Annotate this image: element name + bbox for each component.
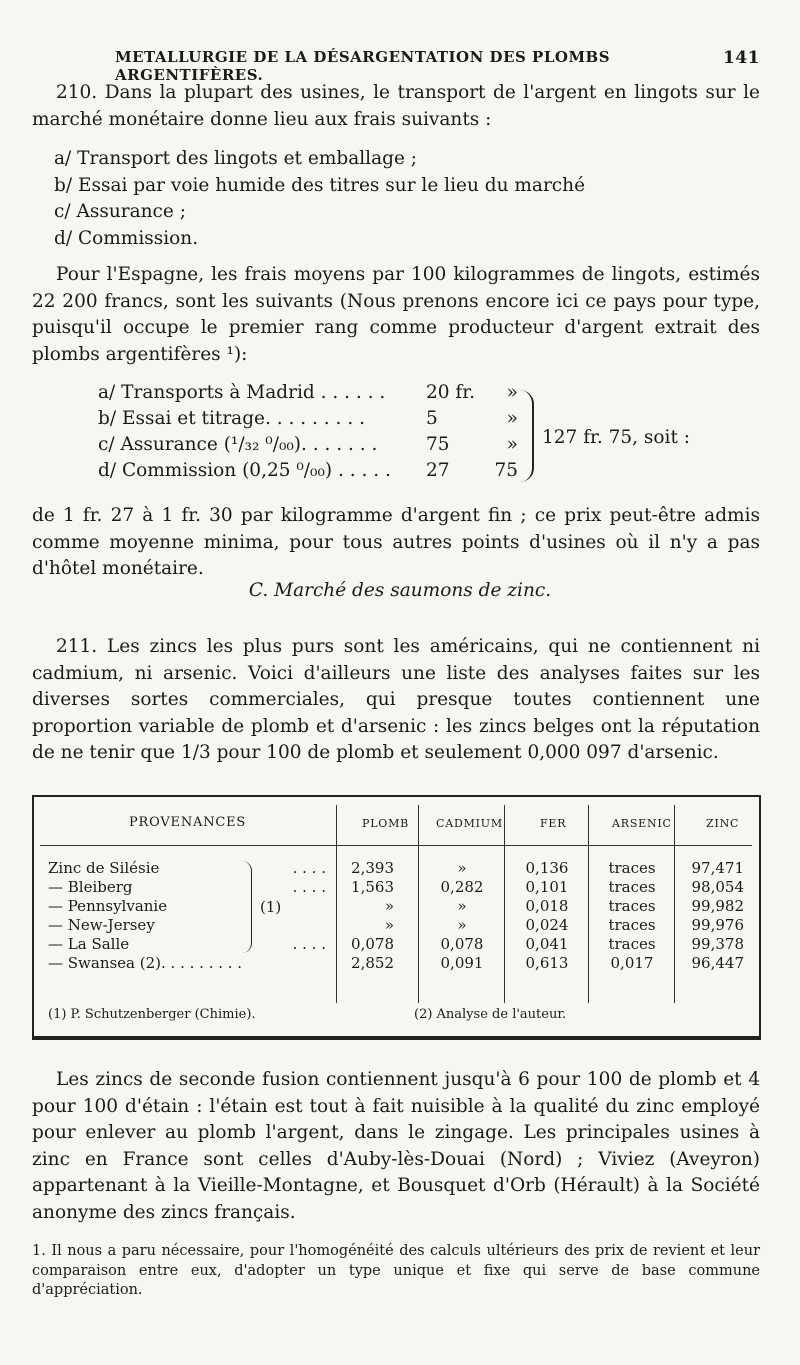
zinc-cell: 99,982 xyxy=(691,897,744,915)
provenance-cell: Zinc de Silésie xyxy=(48,859,160,877)
cost-brace xyxy=(516,390,534,482)
cost-cents: » xyxy=(506,434,518,455)
cost-label: c/ Assurance (¹/₃₂ ⁰/₀₀). . . . . . . xyxy=(98,434,378,455)
table-note-2: (2) Analyse de l'auteur. xyxy=(414,1007,567,1022)
cost-francs: 27 xyxy=(426,460,450,481)
plomb-cell: 1,563 xyxy=(351,878,394,896)
zinc-analysis-table xyxy=(32,795,761,1040)
col-header-cadmium: CADMIUM xyxy=(436,817,503,830)
column-divider xyxy=(504,805,505,1003)
fer-cell: 0,101 xyxy=(525,878,569,896)
zinc-cell: 97,471 xyxy=(691,859,744,877)
footnote: 1. Il nous a paru nécessaire, pour l'homogénéité des calculs ultérieurs des prix de revient et leur comparaison entre eux, d'adopter un type unique et fixe qui serve de base commune d'appréciation. xyxy=(32,1243,760,1298)
arsenic-cell: traces xyxy=(608,859,656,877)
fer-cell: 0,136 xyxy=(525,859,569,877)
fer-cell: 0,024 xyxy=(525,916,569,934)
list-item: b/ Essai par voie humide des titres sur le lieu du marché xyxy=(54,174,586,196)
cost-cents: » xyxy=(506,382,518,403)
column-divider xyxy=(674,805,675,1003)
running-title: METALLURGIE DE LA DÉSARGENTATION DES PLOMBS ARGENTIFÈRES. xyxy=(115,48,611,84)
arsenic-cell: traces xyxy=(608,935,656,953)
col-header-fer: FER xyxy=(540,817,567,830)
provenance-cell: — New-Jersey xyxy=(48,916,155,934)
zinc-cell: 98,054 xyxy=(691,878,744,896)
cadmium-cell: 0,078 xyxy=(440,935,484,953)
fer-cell: 0,018 xyxy=(525,897,569,915)
col-header-provenances: PROVENANCES xyxy=(129,815,247,830)
section-210-intro: 210. Dans la plupart des usines, le transport de l'argent en lingots sur le marché monétaire donne lieu aux frais suivants : xyxy=(32,82,760,130)
plomb-cell: » xyxy=(384,897,394,915)
cost-francs: 5 xyxy=(426,408,438,429)
zinc-cell: 96,447 xyxy=(691,954,744,972)
zinc-cell: 99,378 xyxy=(691,935,744,953)
closing-paragraph: Les zincs de seconde fusion contiennent jusqu'à 6 pour 100 de plomb et 4 pour 100 d'étain : l'étain est tout à fait nuisible à la qualité du zinc employé pour enlever au plomb l'argent, dans le zingage. Les principales usines à zinc en France sont celles d'Auby-lès-Douai (Nord) ; Viviez (Aveyron) appartenant à la Vieille-Montagne, et Bousquet d'Orb (Hérault) à la Société anonyme des zincs français. xyxy=(32,1069,760,1223)
section-211-paragraph: 211. Les zincs les plus purs sont les américains, qui ne contiennent ni cadmium, ni arsenic. Voici d'ailleurs une liste des analyses faites sur les diverses sortes commerciales, qui presque toutes contiennent une proportion variable de plomb et d'arsenic : les zincs belges ont la réputation de ne tenir que 1/3 pour 100 de plomb et seulement 0,000 097 d'arsenic. xyxy=(32,636,760,763)
header-rule xyxy=(40,845,752,846)
cost-total: 127 fr. 75, soit : xyxy=(542,427,691,448)
running-header xyxy=(115,48,760,84)
reference-brace xyxy=(239,861,252,953)
page-number: 141 xyxy=(723,48,760,68)
cadmium-cell: » xyxy=(457,897,467,915)
cadmium-cell: 0,091 xyxy=(440,954,484,972)
provenance-cell: — La Salle xyxy=(48,935,130,953)
spain-paragraph: Pour l'Espagne, les frais moyens par 100 kilogrammes de lingots, estimés 22 200 francs, sont les suivants (Nous prenons encore ici ce pays pour type, puisqu'il occupe le premier rang comme producteur d'argent extrait des plombs argentifères ¹): xyxy=(32,264,760,365)
fer-cell: 0,613 xyxy=(525,954,569,972)
cost-cents: 75 xyxy=(494,460,518,481)
list-item: d/ Commission. xyxy=(54,227,199,249)
zinc-cell: 99,976 xyxy=(691,916,744,934)
dots-cell: . . . . xyxy=(292,859,326,877)
arsenic-cell: traces xyxy=(608,916,656,934)
provenance-cell: — Pennsylvanie xyxy=(48,897,168,915)
cost-cents: » xyxy=(506,408,518,429)
list-item: a/ Transport des lingots et emballage ; xyxy=(54,148,417,169)
provenance-cell: — Bleiberg xyxy=(48,878,133,896)
cost-francs: 20 fr. xyxy=(426,382,475,403)
cadmium-cell: » xyxy=(457,916,467,934)
plomb-cell: 0,078 xyxy=(351,935,394,953)
col-header-arsenic: ARSENIC xyxy=(612,817,672,830)
cost-label: a/ Transports à Madrid . . . . . . xyxy=(98,382,386,403)
cadmium-cell: 0,282 xyxy=(440,878,484,896)
column-divider xyxy=(588,805,589,1003)
cost-label: b/ Essai et titrage. . . . . . . . . xyxy=(98,408,365,429)
dots-cell: . . . . xyxy=(292,878,326,896)
reference-marker: (1) xyxy=(260,898,282,916)
table-note-1: (1) P. Schutzenberger (Chimie). xyxy=(48,1007,256,1022)
provenance-cell: — Swansea (2). . . . . . . . . xyxy=(48,954,243,972)
cadmium-cell: » xyxy=(457,859,467,877)
subheading: C. Marché des saumons de zinc. xyxy=(248,580,552,601)
arsenic-cell: traces xyxy=(608,878,656,896)
cost-francs: 75 xyxy=(426,434,450,455)
fer-cell: 0,041 xyxy=(525,935,569,953)
plomb-cell: » xyxy=(384,916,394,934)
fees-list xyxy=(54,146,585,252)
dots-cell: . . . . xyxy=(292,935,326,953)
section-210-conclusion: de 1 fr. 27 à 1 fr. 30 par kilogramme d'argent fin ; ce prix peut-être admis comme moyenne minima, pour tous autres points d'usines où il n'y a pas d'hôtel monétaire. xyxy=(32,505,760,579)
column-divider xyxy=(418,805,419,1003)
plomb-cell: 2,852 xyxy=(351,954,394,972)
plomb-cell: 2,393 xyxy=(351,859,394,877)
col-header-plomb: PLOMB xyxy=(362,817,410,830)
cost-label: d/ Commission (0,25 ⁰/₀₀) . . . . . xyxy=(98,460,391,481)
col-header-zinc: ZINC xyxy=(706,817,740,830)
list-item: c/ Assurance ; xyxy=(54,201,186,222)
arsenic-cell: 0,017 xyxy=(610,954,654,972)
arsenic-cell: traces xyxy=(608,897,656,915)
